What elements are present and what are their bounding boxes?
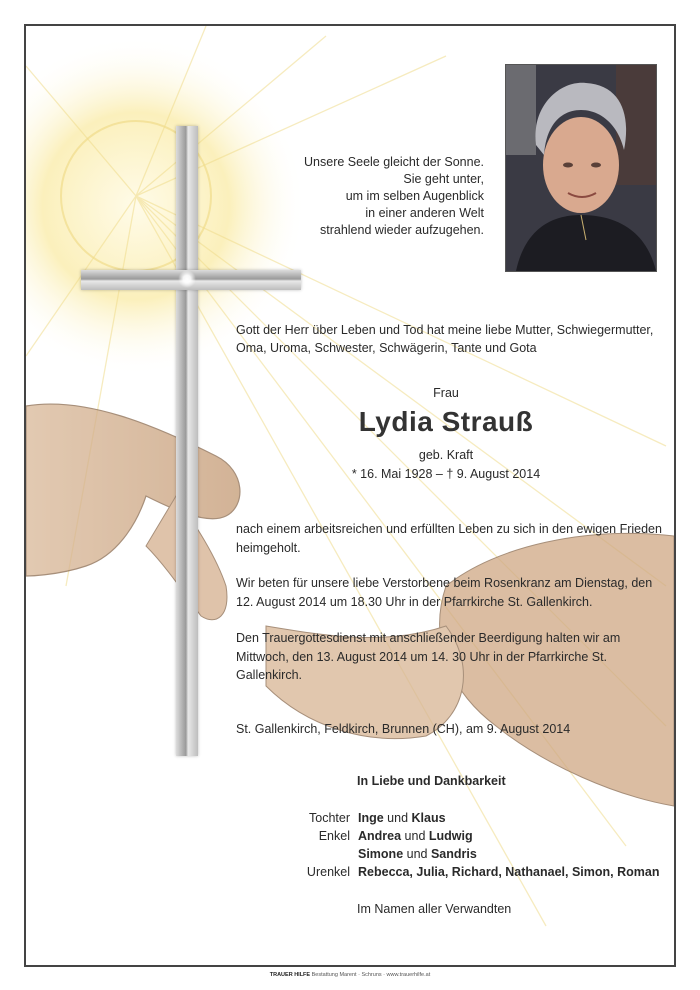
family-names: Simone und Sandris: [358, 847, 477, 861]
family-list: [266, 809, 659, 881]
family-names: Rebecca, Julia, Richard, Nathanael, Simon, Roman: [358, 865, 660, 879]
family-label-empty: [266, 845, 358, 863]
family-label: Enkel: [318, 829, 350, 843]
birth-name: geb. Kraft: [418, 448, 474, 462]
footer-brand: TRAUER HILFE: [269, 972, 311, 978]
poem-line: Sie geht unter,: [403, 172, 484, 186]
poem: [256, 154, 484, 239]
place-date-line: St. Gallenkirch, Feldkirch, Brunnen (CH), am 9. August 2014: [236, 722, 571, 736]
paragraph-heimgeholt: nach einem arbeitsreichen und erfüllten Leben zu sich in den ewigen Frieden heimgeholt.: [236, 522, 662, 555]
poem-line: in einer anderen Welt: [365, 206, 484, 220]
deceased-name: Lydia Strauß: [358, 406, 534, 437]
closing-line: In Liebe und Dankbarkeit: [357, 774, 506, 788]
footer: [0, 972, 700, 978]
deceased-portrait: [505, 64, 657, 272]
family-names: Andrea und Ludwig: [358, 829, 473, 843]
family-row-enkel-2: [266, 845, 659, 863]
family-label: Urenkel: [306, 865, 350, 879]
life-dates: * 16. Mai 1928 – † 9. August 2014: [351, 467, 541, 481]
cross-sparkle: [178, 270, 196, 288]
obituary-card: [24, 24, 676, 967]
family-row-urenkel: [266, 863, 659, 881]
cross-vertical-beam: [176, 126, 198, 756]
title-frau: Frau: [433, 386, 459, 400]
poem-line: um im selben Augenblick: [345, 189, 484, 203]
signoff-line: Im Namen aller Verwandten: [357, 902, 512, 916]
poem-line: Unsere Seele gleicht der Sonne.: [304, 155, 484, 169]
intro-text: Gott der Herr über Leben und Tod hat meine liebe Mutter, Schwiegermutter, Oma, Uroma, Schwester, Schwägerin, Tante und Gota: [236, 323, 654, 355]
family-label: Tochter: [309, 811, 350, 825]
paragraph-rosenkranz: Wir beten für unsere liebe Verstorbene beim Rosenkranz am Dienstag, den 12. August 2014 um 18.30 Uhr in der Pfarrkirche St. Gallenkirch.: [236, 576, 653, 609]
family-row-enkel: [266, 827, 659, 845]
poem-line: strahlend wieder aufzugehen.: [319, 223, 484, 237]
family-row-tochter: [266, 809, 659, 827]
family-names: Inge und Klaus: [358, 811, 446, 825]
paragraph-gottesdienst: Den Trauergottesdienst mit anschließender Beerdigung halten wir am Mittwoch, den 13. August 2014 um 14. 30 Uhr in der Pfarrkirche St. Gallenkirch.: [236, 631, 621, 682]
footer-text: Bestattung Marent · Schruns · www.trauerhilfe.at: [311, 972, 431, 978]
